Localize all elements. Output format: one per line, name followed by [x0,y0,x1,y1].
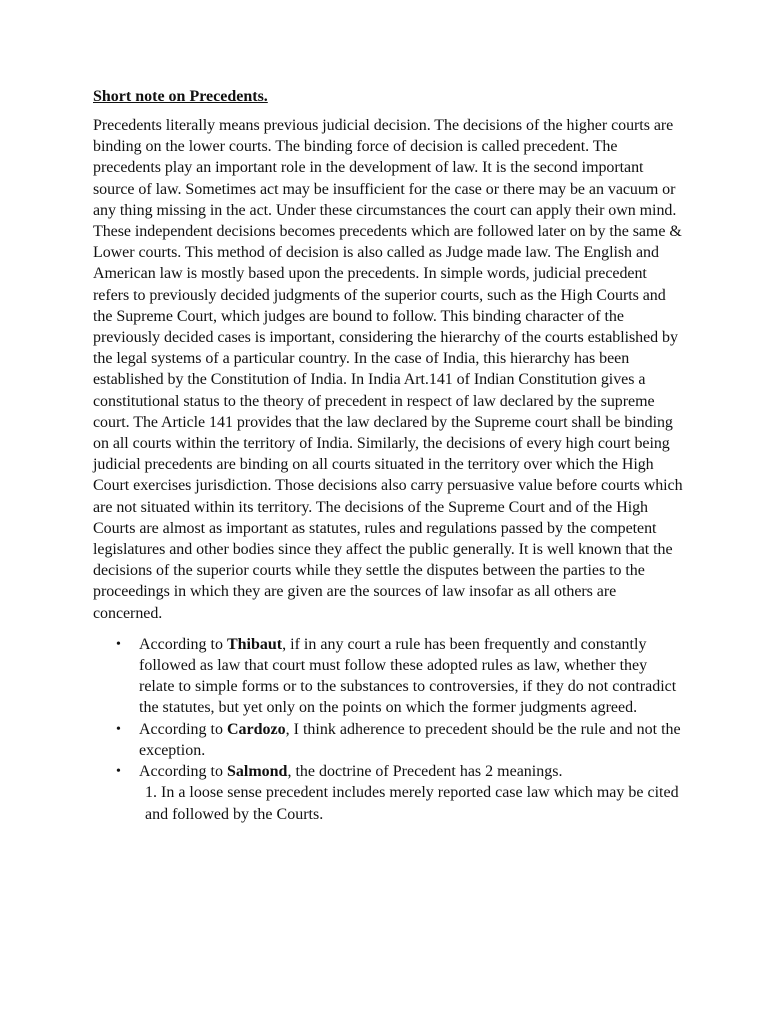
bullet-icon: • [116,721,121,737]
bullet-text: , the doctrine of Precedent has 2 meanings. [287,763,563,781]
author-name: Thibaut [226,635,283,653]
list-item-cardozo [93,719,683,761]
document-title: Short note on Precedents. [93,88,268,105]
author-name: Salmond [226,763,288,781]
sub-point: 1. In a loose sense precedent includes merely reported case law which may be cited and followed by the Courts. [145,784,679,823]
bullet-prefix: According to [139,720,227,738]
bullet-icon: • [116,764,121,780]
bullet-text: , if in any court a rule has been frequently and constantly followed as law that court must follow these adopted rules as law, whether they relate to simple forms or to the substances to controversies, if they do not contradict the statutes, but yet only on the points on which the former judgments agreed. [139,635,677,717]
bullet-list [93,634,683,825]
list-item-salmond [93,761,683,825]
body-paragraph: Precedents literally means previous judicial decision. The decisions of the higher courts are binding on the lower courts. The binding force of decision is called precedent. The precedents play an important role in the development of law. It is the second important source of law. Sometimes act may be insufficient for the case or there may be an vacuum or any thing missing in the act. Under these circumstances the court can apply their own mind. These independent decisions becomes precedents which are followed later on by the same & Lower courts. This method of decision is also called as Judge made law. The English and American law is mostly based upon the precedents. In simple words, judicial precedent refers to previously decided judgments of the superior courts, such as the High Courts and the Supreme Court, which judges are bound to follow. This binding character of the previously decided cases is important, considering the hierarchy of the courts established by the legal systems of a particular country. In the case of India, this hierarchy has been established by the Constitution of India. In India Art.141 of Indian Constitution gives a constitutional status to the theory of precedent in respect of law declared by the supreme court. The Article 141 provides that the law declared by the Supreme court shall be binding on all courts within the territory of India. Similarly, the decisions of every high court being judicial precedents are binding on all courts situated in the territory over which the High Court exercises jurisdiction. Those decisions also carry persuasive value before courts which are not situated within its territory. The decisions of the Supreme Court and of the High Courts are almost as important as statutes, rules and regulations passed by the competent legislatures and other bodies since they affect the public generally. It is well known that the decisions of the superior courts while they settle the disputes between the parties to the proceedings in which they are given are the sources of law insofar as all others are concerned. [93,117,683,622]
bullet-prefix: According to [139,763,227,781]
bullet-icon: • [116,636,121,652]
bullet-prefix: According to [139,635,227,653]
author-name: Cardozo [226,720,286,738]
document-page [93,86,683,825]
bullet-text: , I think adherence to precedent should be the rule and not the exception. [139,720,681,759]
list-item-thibaut [93,634,683,719]
